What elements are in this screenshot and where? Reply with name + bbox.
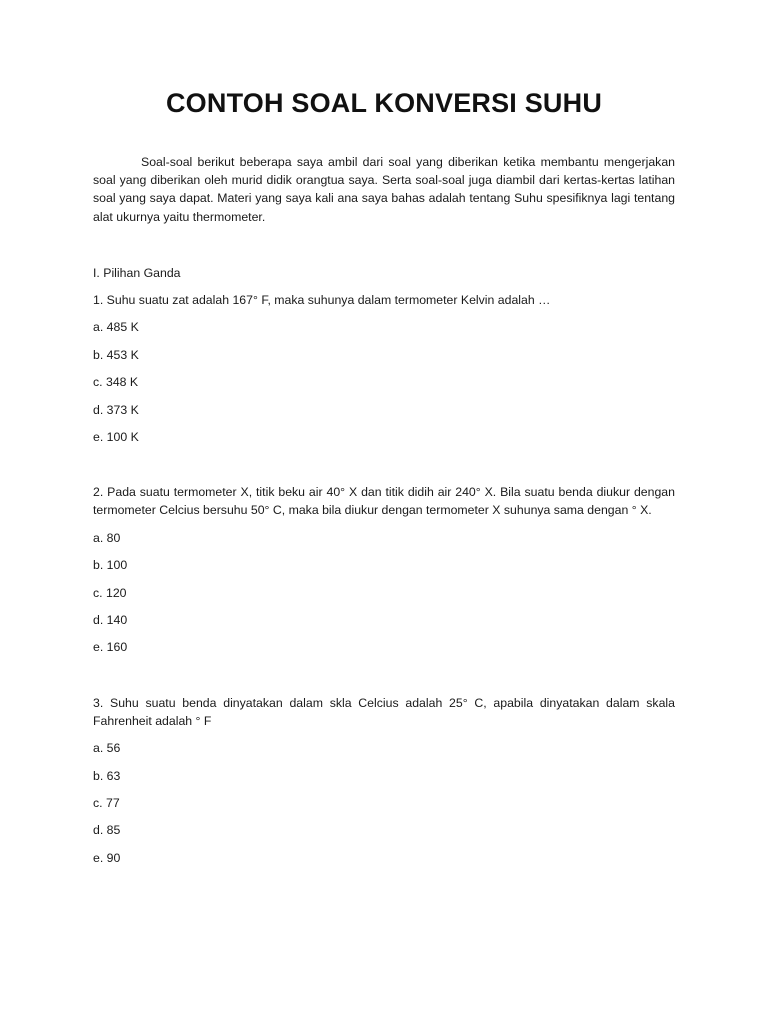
option-a: a. 56 [93, 741, 121, 756]
question-block-2 [93, 483, 675, 656]
option-a: a. 485 K [93, 320, 139, 335]
option-d: d. 85 [93, 823, 121, 838]
option-b: b. 63 [93, 768, 121, 783]
option-d: d. 140 [93, 612, 128, 627]
option-d: d. 373 K [93, 402, 139, 417]
intro-paragraph: Soal-soal berikut beberapa saya ambil dari soal yang diberikan ketika membantu mengerjakan soal yang diberikan oleh murid didik orangtua saya. Serta soal-soal juga diambil dari kertas-kertas latihan soal yang saya dapat. Materi yang saya kali ana saya bahas adalah tentang Suhu spesifiknya lagi tentang alat ukurnya yaitu thermometer. [93, 155, 675, 224]
document-title: CONTOH SOAL KONVERSI SUHU [165, 88, 603, 118]
question-text: 2. Pada suatu termometer X, titik beku air 40° X dan titik didih air 240° X. Bila suatu benda diukur dengan termometer Celcius bersuhu 50° C, maka bila diukur dengan termometer X suhunya sama dengan ° X. [93, 485, 675, 518]
question-text: 3. Suhu suatu benda dinyatakan dalam skla Celcius adalah 25° C, apabila dinyatakan dalam skala Fahrenheit adalah ° F [93, 695, 675, 728]
option-e: e. 160 [93, 640, 128, 655]
section-label: I. Pilihan Ganda [93, 265, 181, 280]
document-body [93, 153, 675, 867]
option-e: e. 100 K [93, 429, 139, 444]
option-c: c. 77 [93, 795, 120, 810]
option-a: a. 80 [93, 530, 121, 545]
question-text: 1. Suhu suatu zat adalah 167° F, maka suhunya dalam termometer Kelvin adalah … [93, 293, 551, 308]
option-b: b. 453 K [93, 347, 139, 362]
question-block-1 [93, 291, 675, 446]
option-c: c. 348 K [93, 375, 139, 390]
option-c: c. 120 [93, 585, 127, 600]
question-block-3 [93, 694, 675, 867]
option-e: e. 90 [93, 850, 121, 865]
option-b: b. 100 [93, 558, 128, 573]
